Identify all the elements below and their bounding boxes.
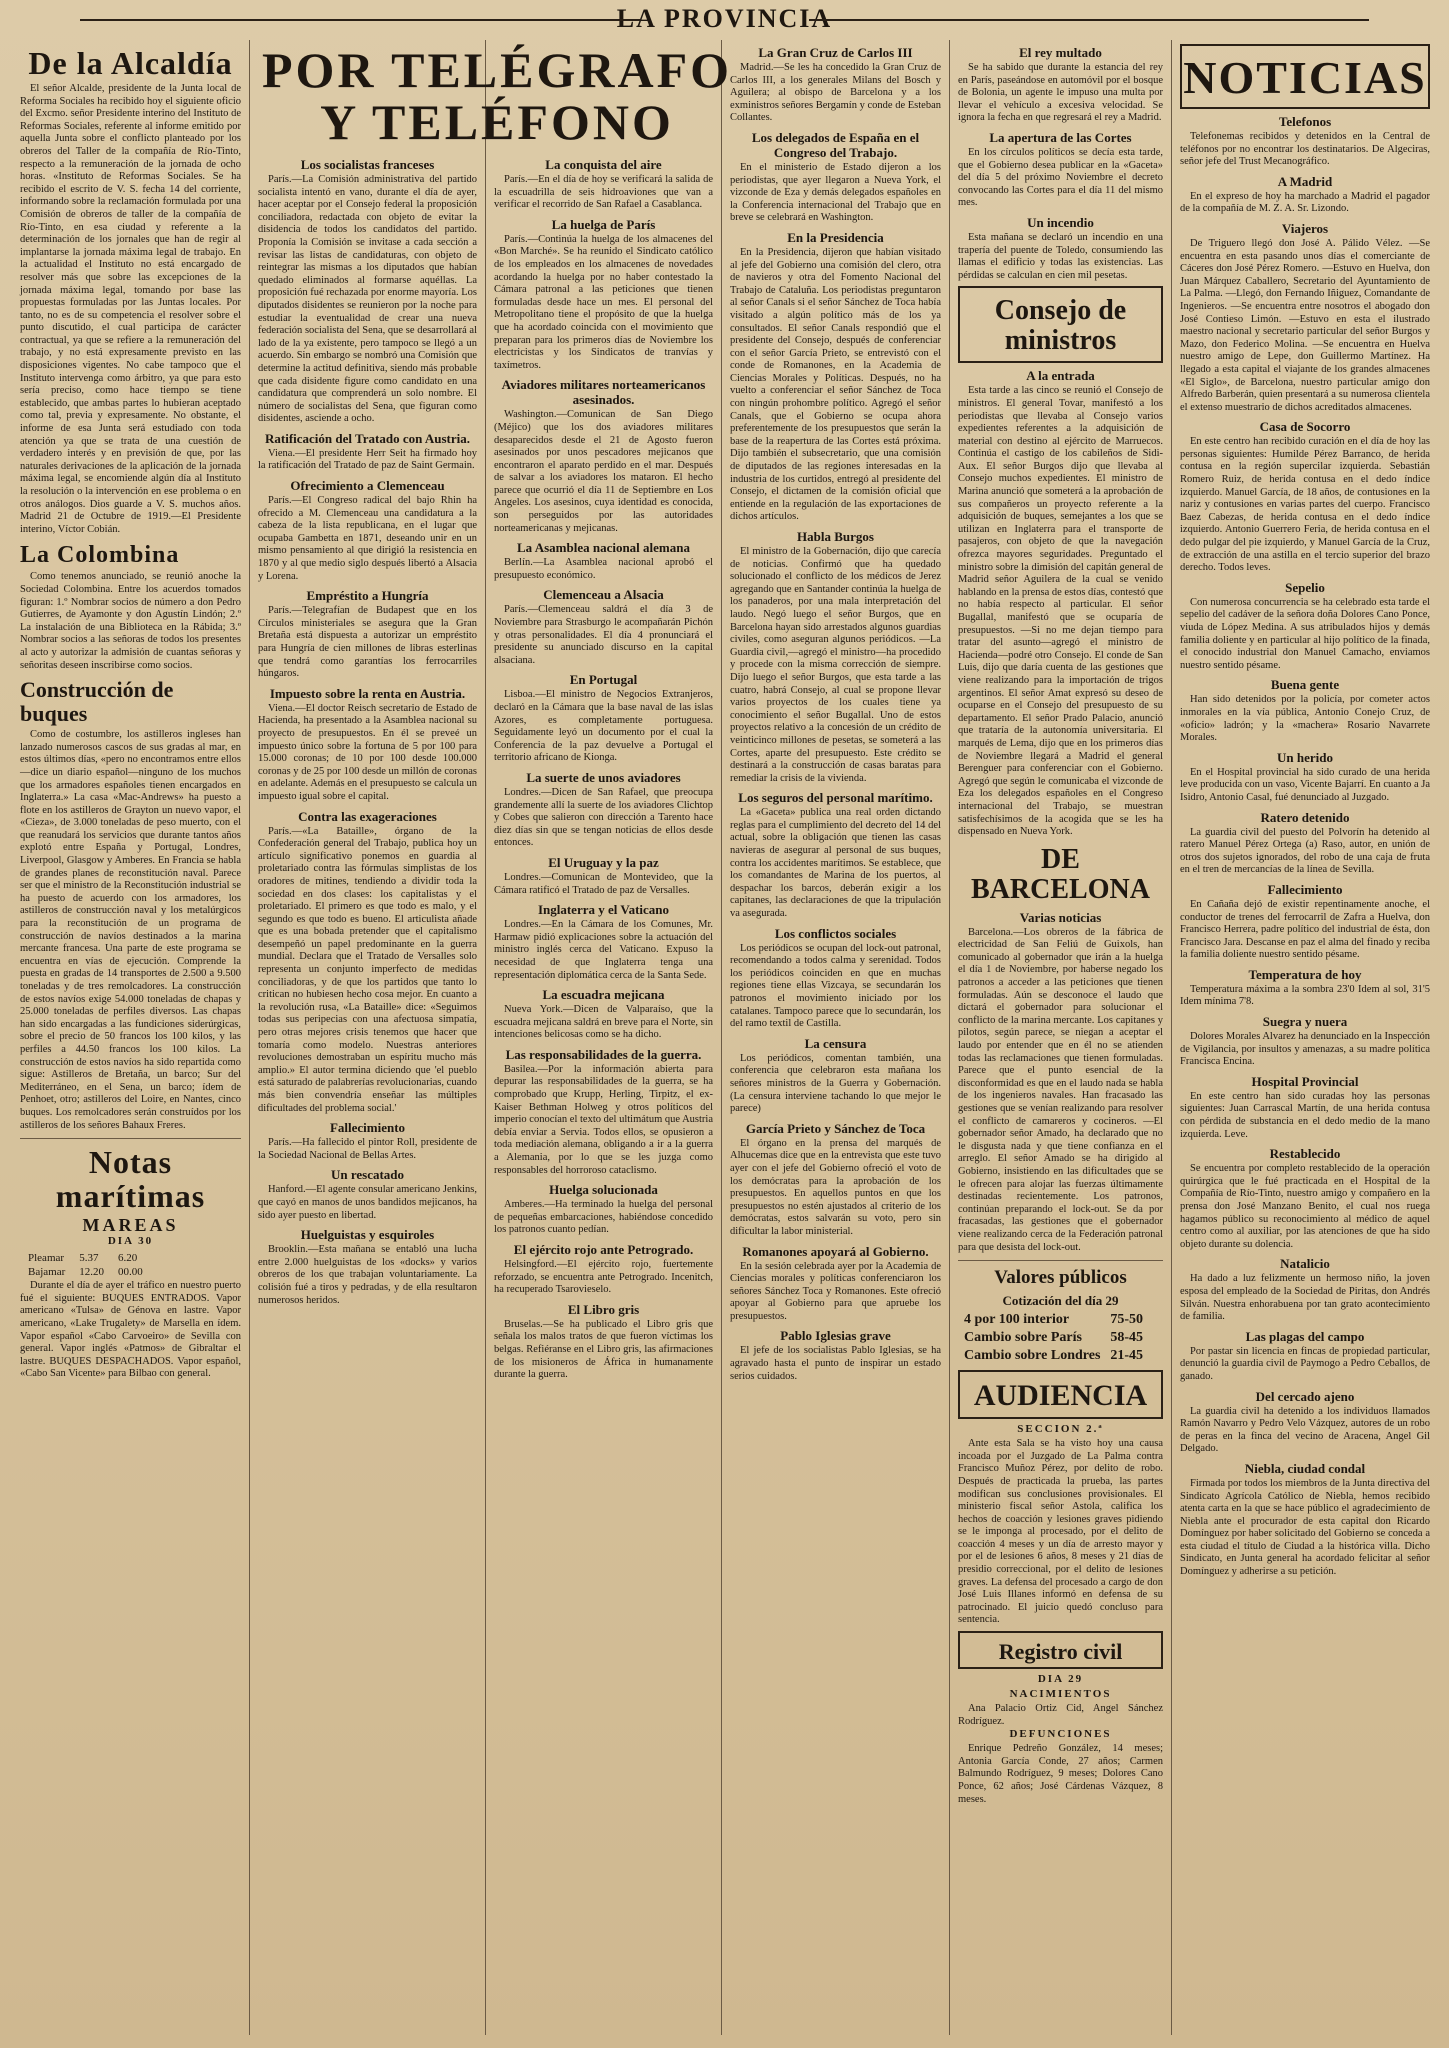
table-row bbox=[960, 1330, 1147, 1346]
article-text: En la Presidencia, dijeron que habían visitado al jefe del Gobierno una comisión del clero, otra de navieros y otra del Fomento Nacional del Trabajo de Cataluña. Los periodistas preguntaron al señor Canals si el señor Sánchez de Toca había visitado a algún político más de los ya consultados. El señor Canals respondió que el presidente del Consejo, después de conferenciar con el señor García Prieto, se entrevistó con el conde de Romanones, en la Academia de Ciencias Morales y Políticas. Después, no ha vuelto a conferenciar el señor Sánchez de Toca con ningún prohombre político. Agregó el señor Canals, que el Gobierno se ocupa ahora preferentemente de los presupuestos que serán la base de la reapertura de las Cortes está próxima. Dijo también el subsecretario, que una comisión de diputados de las regiones interesadas en la industria de los curtidos, entregó al presidente del Consejo, el dictamen de la comisión oficial que entiende en la regulación de las exportaciones de dichos artículos. bbox=[730, 246, 941, 523]
colombina-title: La Colombina bbox=[20, 542, 180, 569]
article-title: A Madrid bbox=[1277, 173, 1333, 189]
running-head: LA PROVINCIA bbox=[0, 4, 1449, 34]
valores-table bbox=[958, 1310, 1149, 1366]
registro-title: Registro civil bbox=[998, 1639, 1123, 1665]
registro-day: DIA 29 bbox=[1037, 1673, 1084, 1686]
telegrafo-headline bbox=[258, 44, 736, 148]
article-text: El jefe de los socialistas Pablo Iglesias, se ha agravado hasta el punto de inspirar un estado serios cuidados. bbox=[730, 1345, 941, 1382]
consejo-subtitle: A la entrada bbox=[1026, 368, 1095, 384]
article-text: Bruselas.—Se ha publicado el Libro gris que señala los malos tratos de que fueron víctimas los belgas. Refiéranse en el Libro gris, las afirmaciones de los misioneros de África in humanamente durante la guerra. bbox=[494, 1318, 713, 1381]
article-title: Sepelio bbox=[1285, 579, 1325, 595]
article-title: Los conflictos sociales bbox=[774, 925, 897, 941]
article-text: El ministro de la Gobernación, dijo que carecía de noticias. Confirmó que ha quedado solucionado el conflicto de los médicos de Jerez agregando que en Santander continúa la huelga de los panaderos, por una mala interpretación del laudo. Negó luego el señor Burgos, que en Barcelona hayan sido arrestados algunos guardias civiles, como aseguran algunos periódicos. —La Guardia civil,—agregó el ministro—ha procedido y procede con la misma corrección de siempre. Dijo luego el señor Burgos, que esta tarde a las cuatro, habrá Consejo, al cual se propone llevar varios proyectos de los cuales tiene ya conocimiento el señor Bugallal. Uno de estos proyectos relativo a la concesión de un crédito de veinticinco millones de pesetas, se someterá a las Cortes, aparte del presupuesto. Este crédito se destinará a la construcción de casas baratas para remediar la crisis de la vivienda. bbox=[730, 546, 941, 784]
article-text: De Triguero llegó don José A. Pálido Vélez. —Se encuentra en esta pasando unos días el comerciante de Cáceres don José Pérez Romero. —Estuvo en Huelva, don Juan Márquez Caballero, Secretario del Ayuntamiento de La Palma. —Llegó, don Fernando Iñiguez, Comandante de Ingenieros. —Se encuentra entre nosotros el abogado don José Contieso Limón. —Estuvo en esta el ilustrado maestro nacional y secretario particular del señor Burgos y Mazo, don Federico Molina. —Se encuentra en Huelva nuestro amigo de Lepe, don Guillermo Martínez. Ha llegado a esta capital el viajante de los grandes almacenes «El Siglo», de Barcelona, nuestro particular amigo don Alfredo Barberán, quien presentará a su numerosa clientela el extenso muestrario de dichos acreditados almacenes. bbox=[1180, 237, 1430, 413]
barcelona-title: DE BARCELONA bbox=[971, 843, 1150, 905]
article-text: La guardia civil ha detenido a los individuos llamados Ramón Navarro y Pedro Velo Vázquez, autores de un robo de peras en la finca del vecino de Aracena, Angel Gil Delgado. bbox=[1180, 1405, 1430, 1455]
article-title: El ejército rojo ante Petrogrado. bbox=[513, 1242, 694, 1257]
audiencia-text: Ante esta Sala se ha visto hoy una causa incoada por el Juzgado de La Palma contra Francisco Muñoz Pérez, por delito de robo. Después de practicada la prueba, las partes modifican sus conclusiones provisionales. El ministerio fiscal señor Astola, califica los hechos de coacción y lesiones graves pidiendo se le imponga al procesado, por el delito de coacción 4 meses y un día de arresto mayor y por el de lesiones 6 años, 8 meses y 21 días de presidio correccional, por el delito de lesiones graves. La defensa del procesado a cargo de don José Luis Illanes informó en defensa de su patrocinado. El juicio quedó concluso para sentencia. bbox=[958, 1438, 1163, 1626]
article-text: En este centro han sido curadas hoy las personas siguientes: Juan Carrascal Martín, de una herida contusa con pérdida de substancia en el dedo medio de la mano izquierda. Leve. bbox=[1180, 1090, 1430, 1140]
article-text: Telefonemas recibidos y detenidos en la Central de teléfonos por no encontrar los destinatarios. De Algeciras, señor jefe del Trust Mecanográfico. bbox=[1180, 131, 1430, 168]
column-5 bbox=[950, 40, 1172, 2035]
article-title: Pablo Iglesias grave bbox=[780, 1328, 891, 1344]
article-text: París.—Telegrafían de Budapest que en los Círculos ministeriales se asegura que la Gran Bretaña está dispuesta a autorizar un empréstito para Hungría de cien millones de libras esterlinas que tendrá como garantías los ferrocarriles húngaros. bbox=[258, 605, 477, 680]
article-text: Se encuentra por completo restablecido de la operación quirúrgica que le fué practicada en el Hospital de la Compañía de Río-Tinto, nuestro amigo y compañero en la prensa don José Manzano Benito, el cual nos ruega hagamos público su reconocimiento al médico de aquel centro como al auxiliar, por las atenciones de que ha sido objeto durante su dolencia. bbox=[1180, 1163, 1430, 1250]
article-title: La suerte de unos aviadores bbox=[526, 769, 681, 785]
maritimas-text: Durante el día de ayer el tráfico en nuestro puerto fué el siguiente: BUQUES ENTRADOS. Vapor americano «Tulsa» de Génova en lastre. Vapor americano, «Lake Trugalety» de Marsella en ídem. Vapor español «Cabo Carvoeiro» de Sevilla con general. Vapor inglés «Patmos» de Gibraltar el lastre. BUQUES DESPACHADOS. Vapor español, «Cabo San Vicente» para Bilbao con general. bbox=[20, 1280, 241, 1380]
valores-subtitle: Cotización del día 29 bbox=[1002, 1293, 1119, 1309]
tide-label: Pleamar bbox=[28, 1252, 65, 1265]
article-title: Clemenceau a Alsacia bbox=[543, 587, 664, 603]
article-title: Telefonos bbox=[1278, 114, 1332, 129]
article-text: Han sido detenidos por la policía, por cometer actos inmorales en la vía pública, Antonio Conejo Cruz, de «oficio» ladrón; y la «machera» Rosario Navarrete Morales. bbox=[1180, 694, 1430, 744]
column-2 bbox=[250, 40, 486, 2035]
article-title: Ofrecimiento a Clemenceau bbox=[290, 478, 445, 494]
table-row bbox=[960, 1348, 1147, 1364]
article-title: Fallecimiento bbox=[1267, 881, 1343, 897]
article-title: Natalicio bbox=[1280, 1256, 1330, 1272]
headline-line-2: Y TELÉFONO bbox=[320, 94, 674, 150]
article-text: Nueva York.—Dicen de Valparaíso, que la escuadra mejicana saldrá en breve para el Norte, sin intenciones belicosas como se ha dicho. bbox=[494, 1004, 713, 1041]
article-title: Viajeros bbox=[1281, 220, 1329, 236]
article-title: Temperatura de hoy bbox=[1248, 966, 1362, 982]
alcaldia-text: El señor Alcalde, presidente de la Junta local de Reforma Sociales ha recibido hoy el siguiente oficio del Excmo. señor Presidente interino del Instituto de Reformas Sociales, referente al informe emitido por aquella Junta sobre el conflicto planteado por los obreros del Taller de la compañía de Río-Tinto, respecto a la remuneración de la jornada de ocho horas. «Instituto de Reformas Sociales. Se ha recibido el escrito de V. S. fecha 14 del corriente, informando sobre la reclamación formulada por una Comisión de obreros de taller de la compañía de Río-Tinto, en esa ciudad y referente a la determinación de los jornales que han de regir al implantarse la jornada máxima legal de trabajo. En la actualidad el Instituto no está encargado de resolver más que sobre las excepciones de la jornada máxima legal, tomando por base las propuestas formuladas por las Juntas locales. Por tanto, no es de su competencia el resolver sobre el punto discutido, el cual participa de carácter contractual, ya que se refiere a la remuneración del trabajo, y no está expresamente previsto en las disposiciones vigentes. No cabe tampoco que el Instituto intervenga como árbitro, ya que para esto sería preciso, como hace tiempo se tiene establecido, que ambas partes lo hubieran aceptado como tal, previa y expresamente. No obstante, el informe de esa Junta será estudiado con toda atención ya que se trata de una cuestión de verdadero interés y en previsión de que, por las naturales derivaciones de la aplicación de la jornada máxima legal, se encomiende algún día al Instituto la resolución o la intervención en ese problema o en otros análogos. Dios guarde a V. S. muchos años. Madrid 21 de Octubre de 1919.—El Presidente interino, Víctor Cobián. bbox=[20, 83, 241, 535]
article-text: Londres.—Comunican de Montevideo, que la Cámara ratificó el Tratado de paz de Versalles. bbox=[494, 871, 713, 896]
article-text: Con numerosa concurrencia se ha celebrado esta tarde el sepelio del cadáver de la señora doña Dolores Cano Ponce, viuda de López Medina. A sus atribulados hijos y demás familia doliente y en particular al hijo político de la finada, el conocido industrial don Manuel Camacho, enviamos nuestro sentido pésame. bbox=[1180, 596, 1430, 671]
cortes-title: La apertura de las Cortes bbox=[989, 129, 1132, 145]
article-title: Contra las exageraciones bbox=[298, 808, 437, 824]
article-text: El órgano en la prensa del marqués de Alhucemas dice que en la entrevista que este tuvo ayer con el jefe del Gobierno ofreció el voto de los demócratas para la aprobación de los presupuestos. En aquellos puntos en que los presupuestos no estén ajustados al criterio de los demócratas, estos salvarán su voto, pero sin dificultar la labor ministerial. bbox=[730, 1137, 941, 1237]
article-title: En la Presidencia bbox=[787, 229, 884, 245]
incendio-text: Esta mañana se declaró un incendio en una trapería del puente de Toledo, consumiendo las llamas el edificio y todas las existencias. Las pérdidas se calculan en cien mil pesetas. bbox=[958, 231, 1163, 281]
article-text: Londres.—Dicen de San Rafael, que preocupa grandemente allí la suerte de los aviadores Clichtop y Cobes que salieron con dirección a Tarento hace diez días sin que se tengan noticias de ellos desde entonces. bbox=[494, 786, 713, 849]
tide-pm: 6.20 bbox=[118, 1252, 138, 1265]
article-text: En Cañaña dejó de existir repentinamente anoche, el conductor de trenes del ferrocarril de Zafra a Huelva, don Francisco Herrera, padre político del industrial de ésta, don Francisco Jara. Descanse en paz el alma del finado y reciba la familia doliente nuestro sentido pésame. bbox=[1180, 898, 1430, 961]
article-title: El Uruguay y la paz bbox=[548, 854, 659, 870]
barcelona-subtitle: Varias noticias bbox=[1019, 909, 1102, 925]
births-label: NACIMIENTOS bbox=[1009, 1688, 1112, 1701]
article-text: Por pastar sin licencia en fincas de propiedad particular, denunció la guardia civil de Paymogo a Pedro Ceballos, de ganado. bbox=[1180, 1345, 1430, 1382]
audiencia-banner bbox=[958, 1370, 1163, 1419]
tide-am: 12.20 bbox=[79, 1266, 105, 1279]
article-text: París.—«La Bataille», órgano de la Confederación general del Trabajo, publica hoy un artículo significativo ponemos en guardia al proletariado contra las fórmulas simplistas de los oradores de mitines, tendiendo a dividir toda la sociedad en dos clases: los capitalistas y el proletariado. El primero es que todo es malo, y el segundo es que todo es bueno. El articulista añade que es una bobada pretender que el capitalismo desempeñó un papel predominante en la guerra mundial. Declara que el Tratado de Versalles solo representa un conjunto imperfecto de medidas conciliadoras, y de que los partidos que tanto lo critican no hubiesen hecho cosa mejor. En cuanto a la revolución rusa, «La Bataille» dice: «Seguimos todas sus peripecias con una afectuosa simpatía, pero otras mejores crisis tenemos que hacer que tomaría como modelo. Nuestras anteriores revoluciones demostraban un espíritu mucho más amplio.» El autor termina diciendo que 'el pueblo está saturado de palabrerías revolucionarias, cuando más bien convendría enseñar las múltiples dificultades del problema social.' bbox=[258, 825, 477, 1114]
article-text: Ha dado a luz felizmente un hermoso niño, la joven esposa del empleado de la Sociedad de Piritas, don Andrés Silván. Nuestra enhorabuena por tan grato acontecimiento de familia. bbox=[1180, 1273, 1430, 1323]
births-text: Ana Palacio Ortiz Cid, Angel Sánchez Rodríguez. bbox=[958, 1703, 1163, 1727]
article-title: Los seguros del personal marítimo. bbox=[738, 790, 933, 806]
article-text: Firmada por todos los miembros de la Junta directiva del Sindicato Agrícola Católico de Niebla, hemos recibido atenta carta en la que se hace público el agradecimiento de Niebla ante el procurador de esta capital don Ricardo Domínguez por haber solicitado del Gobierno se conceda a esta ciudad el título de Ciudad a la histórica villa. Dicho Sindicato, en Junta general ha acordado felicitar al señor Domínguez y adherirse a su petición. bbox=[1180, 1477, 1430, 1578]
article-title: La huelga de París bbox=[551, 216, 656, 232]
noticias-banner bbox=[1180, 44, 1430, 109]
headline-line-1: POR TELÉGRAFO bbox=[261, 42, 733, 98]
article-title: Suegra y nuera bbox=[1262, 1014, 1348, 1030]
article-text: Los periódicos se ocupan del lock-out patronal, recomendando a todos calma y serenidad. Todos los periódicos coinciden en que en muchas regiones tiene ellas Vizcaya, se secundarán los patronos el movimiento iniciado por los catalanes. Tampoco parece que lo secundarán, los del ramo textil de Castilla. bbox=[730, 942, 941, 1030]
quote-value: 58-45 bbox=[1110, 1330, 1144, 1346]
article-title: El Libro gris bbox=[567, 1301, 640, 1317]
article-title: Casa de Socorro bbox=[1259, 419, 1351, 435]
article-text: Brooklin.—Esta mañana se entabló una lucha entre 2.000 huelguistas de los «docks» y varios obreros de los que trabajan voluntariamente. La colisión fué a tiros y pedradas, y de ella resultaron numerosos heridos. bbox=[258, 1244, 477, 1306]
article-text: Londres.—En la Cámara de los Comunes, Mr. Harmaw pidió explicaciones sobre la actuación del ministro inglés cerca del Vaticano. Expuso la necesidad de que Inglaterra tenga una representación diplomática cerca de la Santa Sede. bbox=[494, 919, 713, 981]
consejo-text: Esta tarde a las cinco se reunió el Consejo de ministros. El general Tovar, manifestó a los periodistas que llevaba al Consejo varios expedientes referentes a la adquisición de material con destino al ejército de Marruecos. Continúa el castigo de los cabileños de Sidi-Aux. El señor Burgos dijo que llevaba al Consejo muchos expedientes. El ministro de Marina anunció que someterá a la aprobación de sus compañeros un proyecto referente a la adquisición de buques, semejantes a los que se utilizan en Inglaterra para el transporte de pasajeros, con objeto de que la navegación ofrezca mayores seguridades. Preguntado el ministro sobre la dimisión del capitán general de Madrid señor Aguilera de la cual se venido hablando en la prensa de estos días, contestó que no había respecto al particular. El señor Bugallal, manifestó que se ocuparía de presupuestos. —Si no me dejan tiempo para tratar del asunto—agregó el ministro de Hacienda—podré otro Consejo. El conde de San Luis, dijo que daría cuenta de las gestiones que viene realizando para la importación de trigos argentinos. El señor Amat expresó su deseo de ocuparse en el Consejo del presupuesto de su departamento. El señor Prado Palacio, anunció que trataría de la autonomía universitaria. El marqués de Lema, dijo que en los primeros días de Noviembre llegará a Madrid el general Berenguer para conferenciar con el Gobierno. Agregó que según le comunicaba el vizconde de Eza los delegados españoles en el Congreso internacional del Trabajo, se muestran satisfechísimos de la acogida que se les ha dispensado en Nueva York. bbox=[958, 385, 1163, 838]
article-text: Hanford.—El agente consular americano Jenkins, que cayó en manos de unos bandidos mejicanos, ha sido ayer puesto en libertad. bbox=[258, 1184, 477, 1221]
article-title: Hospital Provincial bbox=[1251, 1073, 1359, 1089]
article-text: La guardia civil del puesto del Polvorín ha detenido al ratero Manuel Pérez Ortega (a) Raso, autor, en unión de otros dos sujetos ignorados, del robo de una caja de fruta en el tren de mercancías de la línea de Sevilla. bbox=[1180, 826, 1430, 876]
article-title: La escuadra mejicana bbox=[542, 987, 665, 1003]
barcelona-text: Barcelona.—Los obreros de la fábrica de electricidad de San Feliú de Guixols, han comunicado al gobernador que irán a la huelga el día 1 de Noviembre, por haberse negado los patronos a acceder a las peticiones que tienen formuladas. Aún se desconoce el laudo que dictará el gobernador para solucionar el conflicto de la marina mercante. Los capitanes y pilotos, según parece, se niegan a aceptar el laudo por entender que en él no se atienden todas las reclamaciones que tienen formuladas. Parece que el punto esencial de la disconformidad es que en el laudo nada se habla de los ingenieros navales. Han fracasado las gestiones que se venían realizando para resolver el conflicto de camareros y cocineros. —El gobernador señor Amado, ha declarado que no le disgusta nada y que tiene confianza en el arreglo. El señor Amado se ha dirigido al Gobierno, insistiendo en las dificultades que se le ofrecen para alojar las fuerzas últimamente destinadas recientemente. Los patronos, continúan preparando el lock-out. Se da por fracasadas, las gestiones que el gobernador viene realizando cerca de la Federación patronal para que desista del lock-out. bbox=[958, 926, 1163, 1253]
article-text: París.—Clemenceau saldrá el día 3 de Noviembre para Strasburgo le acompañarán Pichón y otras personalidades. El día 4 pronunciará el presidente su anunciado discurso en la capital alsaciana. bbox=[494, 604, 713, 666]
mareas-day: DIA 30 bbox=[107, 1235, 154, 1248]
article-title: La censura bbox=[804, 1035, 867, 1051]
article-title: Las plagas del campo bbox=[1245, 1328, 1365, 1344]
column-4 bbox=[722, 40, 950, 2035]
tide-pm: 00.00 bbox=[118, 1266, 143, 1279]
article-title: Habla Burgos bbox=[797, 529, 874, 544]
article-text: En el ministerio de Estado dijeron a los periodistas, que ayer llegaron a Nueva York, el vizconde de Eza y demás delegados españoles en la Conferencia internacional del Trabajo que en breve se celebrará en Washington. bbox=[730, 161, 941, 224]
quote-label: 4 por 100 interior bbox=[964, 1312, 1070, 1328]
article-title: Inglaterra y el Vaticano bbox=[537, 902, 670, 918]
article-title: Del cercado ajeno bbox=[1255, 1388, 1355, 1404]
article-title: Las responsabilidades de la guerra. bbox=[505, 1046, 702, 1062]
article-title: Un rescatado bbox=[330, 1167, 405, 1183]
audiencia-title: AUDIENCIA bbox=[973, 1379, 1148, 1413]
article-title: La conquista del aire bbox=[545, 157, 662, 172]
tide-am: 5.37 bbox=[79, 1252, 99, 1265]
article-text: En este centro han recibido curación en el día de hoy las personas siguientes: Humilde Pérez Barranco, de herida contusa en la región supercilar izquierda. Sebastián Romero Ruiz, de herida contusa en el dedo índice izquierdo. Manuel García, de 18 años, de contusiones en la nariz y contusiones en varias partes del cuerpo. Francisco Baez Cabezas, de herida contusa en el dedo índice izquierdo. Antonio Guerrero Feria, de herida contusa en el dedo pulgar del pie izquierdo, y Manuel García de la Cruz, de extracción de una astilla en el tercio superior del brazo derecho. Todos leves. bbox=[1180, 436, 1430, 574]
article-title: Los socialistas franceses bbox=[300, 157, 435, 172]
article-text: En la sesión celebrada ayer por la Academia de Ciencias morales y políticas conferenciaron los señores Sánchez Toca y Romanones. Este ofreció apoyar al Gobierno para que apruebe los presupuestos. bbox=[730, 1260, 941, 1322]
article-title: Huelguistas y esquiroles bbox=[300, 1227, 435, 1243]
article-title: Fallecimiento bbox=[329, 1120, 406, 1136]
col6-articles bbox=[1180, 114, 1430, 1579]
quote-value: 75-50 bbox=[1110, 1312, 1144, 1328]
article-title: La Asamblea nacional alemana bbox=[517, 540, 690, 556]
article-text: París.—En el día de hoy se verificará la salida de la escuadrilla de seis hidroaviones que van a verificar el recorrido de San Rafael a Casablanca. bbox=[494, 174, 713, 211]
article-title: Ratero detenido bbox=[1260, 809, 1350, 825]
article-text: París.—La Comisión administrativa del partido socialista intentó en vano, durante el día de ayer, hacer aceptar por el Consejo federal la proposición conciliadora, redactada con objeto de evitar la disidencia de todos los candidatos del partido. Proponía la Comisión se invitase a cada sección a revisar las listas de candidaturas, con objeto de reintegrar las mismas a los diputados que habían quedado eliminados al formarse aquéllas. La proposición fué rechazada por enorme mayoría. Los diputados disidentes se reunieron por la noche para estudiar la eventualidad de crear una nueva federación socialista del Sena, que se desarrollará al lado de la ya existente, pero tampoco se llegó a un acuerdo. Sin embargo se nombró una Comisión que determine la actitud definitiva, siendo más probable que cada disidente figure como candidato en una candidatura que comprenderá un solo nombre. El número de socialistas del Sena, que figuran como disidentes, asciende a ocho. bbox=[258, 174, 477, 425]
colombina-text: Como tenemos anunciado, se reunió anoche la Sociedad Colombina. Entre los acuerdos tomados figuran: 1.º Nombrar socios de número a don Pedro Gutierres, de Ayamonte y don Agustín Lindón; 2.º La instalación de una Biblioteca en la Rábida; 3.º Nombrar socios a las señoras de todos los presentes al acto y autorizar la admisión de cuantas señoras y señoritas deseen inscribirse como socios. bbox=[20, 571, 241, 671]
article-text: La «Gaceta» publica una real orden dictando reglas para el cumplimiento del decreto del 14 del actual, sobre la obligación que tienen las casas navieras de asegurar al personal de sus buques, contra los accidentes marítimos. Se establece, que los comandantes de Marina de los puertos, al despachar los barcos, deberán exigir a los capitanes, las declaraciones de que la tripulación va asegurada. bbox=[730, 807, 941, 920]
consejo-banner bbox=[958, 286, 1163, 363]
article-title: Empréstito a Hungría bbox=[306, 588, 429, 604]
article-title: Un herido bbox=[1277, 749, 1333, 765]
valores-title: Valores públicos bbox=[994, 1267, 1127, 1289]
article-text: Washington.—Comunican de San Diego (Méjico) que los dos aviadores militares desaparecidos desde el 21 de Agosto fueron asesinados por unos pescadores mejicanos que encontraron el aparato perdido en el mar. Después de salvar a los aviadores los mataron. El hecho parece que ocurrió el día 11 de Septiembre en Los Angeles. Los asesinos, cuya identidad es conocida, son perseguidos por las autoridades norteamericanas y mejicanas. bbox=[494, 409, 713, 534]
quote-value: 21-45 bbox=[1110, 1348, 1144, 1364]
article-text: Dolores Morales Alvarez ha denunciado en la Inspección de Vigilancia, por insultos y amenazas, a su madre política Francisca Encina. bbox=[1180, 1031, 1430, 1068]
article-title: Huelga solucionada bbox=[549, 1182, 658, 1198]
deaths-label: DEFUNCIONES bbox=[1009, 1728, 1112, 1741]
audiencia-subtitle: SECCION 2.ª bbox=[1017, 1423, 1104, 1436]
buques-title: Construcción de buques bbox=[20, 677, 174, 727]
tide-label: Bajamar bbox=[28, 1266, 66, 1279]
article-title: Ratificación del Tratado con Austria. bbox=[265, 430, 470, 446]
divider bbox=[20, 1138, 241, 1139]
multado-text: Se ha sabido que durante la estancia del rey en París, paseándose en automóvil por el bosque de Bolonia, un agente le impuso una multa por llevar el vehículo a excesiva velocidad. Se ignora la fecha en que regresará el rey a Madrid. bbox=[958, 62, 1163, 124]
col3-articles bbox=[494, 157, 713, 1382]
column-6 bbox=[1172, 40, 1438, 2035]
article-title: Romanones apoyará al Gobierno. bbox=[742, 1243, 929, 1259]
article-text: Berlín.—La Asamblea nacional aprobó el presupuesto económico. bbox=[494, 557, 713, 581]
col4-articles bbox=[730, 45, 941, 1383]
incendio-title: Un incendio bbox=[1027, 214, 1094, 230]
article-text: Madrid.—Se les ha concedido la Gran Cruz de Carlos III, a los generales Milans del Bosch y Aguilera; al obispo de Barcelona y a los exministros señores Bergamín y conde de Esteban Collantes. bbox=[730, 62, 941, 124]
consejo-title: Consejo de ministros bbox=[994, 295, 1127, 357]
buques-text: Como de costumbre, los astilleros ingleses han lanzado numerosos cascos de sus gradas al mar, en estos últimos días, «pero no encontramos entre ellos—dice un diario español—ninguno de los muchos que los armadores españoles tienen encargados en Inglaterra.» La casa «Mac-Andrews» ha puesto a flote en los astilleros de Grayton un nuevo vapor, el «Cieza», de 3.000 toneladas de peso muerto, con el que reanudará los servicios que durante tantos años explotó entre España y Portugal, Londres, Liverpool, Glasgow y Amberes. En Francia se habla de grandes planes de reconstitución naval. Parece ser que el ministro de la Reconstitución industrial se ha puesto de acuerdo con los armadores, los astilleros de construcción naval y los metalúrgicos para la reconstitución de un programa de construcción de navíos destinados a la marina mercante francesa. Una parte de este programa se encuentra en vías de ejecución. Comprende la puesta en gradas de 14 transportes de 2.500 a 9.500 toneladas y de tres remolcadores. La construcción de estos navíos exige 54.000 toneladas de chapas y 25.000 toneladas de perfiles diversos. Las chapas han sido encargadas a las fundiciones siderúrgicas, sobre el precio de 50 francos los 100 kilos, y las perfiles a 44.50 francos los 100 kilos. La construcción de estos navíos ha sido repartida como sigue: Astilleros de Bretaña, un barco; Sur del Mediterráneo, en el Sena, un barco; ídem de Penhoet, otro; astilleros del Loire, en Nantes, cinco buques. Los remolcadores serán construídos por los astilleros de los señores Bahaux Freres. bbox=[20, 729, 241, 1131]
article-title: Los delegados de España en el Congreso del Trabajo. bbox=[751, 129, 920, 160]
article-text: Basilea.—Por la información abierta para depurar las responsabilidades de la guerra, se ha comprobado que Krupp, Herling, Tirpitz, el ex-Kaiser Bethman Holweg y otros políticos del imperio conocían el texto del ultimátum que Austria debía enviar a Servia. Todos ellos, se opusieron a toda mediación alemana, obligando a ir a la guerra a Alemania, por lo que se les juzga como responsables del horroroso cataclismo. bbox=[494, 1063, 713, 1176]
article-title: En Portugal bbox=[569, 672, 638, 688]
article-title: Niebla, ciudad condal bbox=[1244, 1460, 1366, 1476]
mareas-subtitle: MAREAS bbox=[82, 1215, 179, 1236]
article-title: Buena gente bbox=[1270, 677, 1340, 693]
article-title: Aviadores militares norteamericanos asesinados. bbox=[501, 377, 706, 408]
maritimas-title: Notas marítimas bbox=[55, 1144, 206, 1215]
table-row bbox=[960, 1312, 1147, 1328]
table-row bbox=[22, 1266, 149, 1278]
article-title: Restablecido bbox=[1269, 1146, 1341, 1162]
article-text: París.—Ha fallecido el pintor Roll, presidente de la Sociedad Nacional de Bellas Artes. bbox=[258, 1137, 477, 1161]
tide-table bbox=[20, 1250, 151, 1280]
alcaldia-title: De la Alcaldía bbox=[28, 45, 233, 81]
article-text: París.—El Congreso radical del bajo Rhin ha ofrecido a M. Clemenceau una candidatura a la cabeza de la lista republicana, en el lugar que ocupaba Gambetta en 1871, deseando unir en un mismo pensamiento al que dirigió la resistencia en 1870 y al que medio siglo después libertó a Alsacia y Lorena. bbox=[258, 495, 477, 582]
table-row bbox=[22, 1252, 149, 1264]
article-text: París.—Continúa la huelga de los almacenes del «Bon Marché». Se ha reunido el Sindicato católico de los empleados en los almacenes de novedades acordando la huelga por no haber contestado la Cámara patronal a las peticiones que tienen formuladas desde hace un mes. El personal del Metropolitano tiene el propósito de que la huelga que ha acordado coincida con el movimiento que preparan para los primeros días de Noviembre los electricistas y los Sindicatos de tranvías y taxímetros. bbox=[494, 233, 713, 371]
article-text: En el expreso de hoy ha marchado a Madrid el pagador de la compañía de M. Z. A. Sr. Lizondo. bbox=[1180, 190, 1430, 215]
article-text: Lisboa.—El ministro de Negocios Extranjeros, declaró en la Cámara que la base naval de las islas Azores, es completamente portuguesa. Seguidamente leyó un documento por el cual la Conferencia de la paz devuelve a Portugal el territorio africano de Kionga. bbox=[494, 689, 713, 764]
article-text: Viena.—El doctor Reisch secretario de Estado de Hacienda, ha presentado a la Asamblea nacional su proyecto de presupuestos. En él se preveé un impuesto único sobre la fortuna de 5 por 100 para 15.000 coronas; de 10 por 100 desde 100.000 coronas y de 25 por 100 desde un millón de coronas en adelante. Además en el presupuesto se calcula un impuesto igual sobre el capital. bbox=[258, 702, 477, 802]
article-title: Impuesto sobre la renta en Austria. bbox=[269, 685, 466, 701]
column-3 bbox=[486, 40, 722, 2035]
article-text: En el Hospital provincial ha sido curado de una herida leve producida con un vaso, Vicente Bajarrí. En cuanto a Ja Isidro, Antonio Casal, fué denunciado al Juzgado. bbox=[1180, 766, 1430, 803]
quote-label: Cambio sobre Londres bbox=[964, 1348, 1101, 1364]
article-text: Los periódicos, comentan también, una conferencia que celebraron esta mañana los señores ministros de la Guerra y Gobernación. (La censura interviene tachando lo que mejor le parece) bbox=[730, 1052, 941, 1115]
article-text: Viena.—El presidente Herr Seit ha firmado hoy la ratificación del Tratado de paz de Saint Germain. bbox=[258, 447, 477, 472]
article-title: García Prieto y Sánchez de Toca bbox=[745, 1120, 926, 1136]
multado-title: El rey multado bbox=[1019, 45, 1102, 60]
column-1 bbox=[12, 40, 250, 2035]
article-text: Amberes.—Ha terminado la huelga del personal de pequeñas embarcaciones, habiéndose concedido los patronos cuanto pedían. bbox=[494, 1199, 713, 1236]
article-text: Helsingford.—El ejército rojo, fuertemente reforzado, se encuentra ante Petrogrado. Incenitch, ha recuperado Tsarovieselo. bbox=[494, 1259, 713, 1296]
noticias-title: NOTICIAS bbox=[1183, 52, 1427, 103]
registro-banner bbox=[958, 1631, 1163, 1669]
article-title: La Gran Cruz de Carlos III bbox=[758, 45, 913, 60]
quote-label: Cambio sobre París bbox=[964, 1330, 1082, 1346]
col2-articles bbox=[258, 157, 477, 1307]
deaths-text: Enrique Pedreño González, 14 meses; Antonia García Conde, 27 años; Carmen Balmundo Rodríguez, 9 meses; Dolores Cano Ponce, 62 años; José Cárdenas Vázquez, 8 meses. bbox=[958, 1743, 1163, 1805]
article-text: Temperatura máxima a la sombra 23'0 Idem al sol, 31'5 Idem mínima 7'8. bbox=[1180, 983, 1430, 1008]
divider bbox=[958, 1260, 1163, 1261]
cortes-text: En los círculos políticos se decía esta tarde, que el Gobierno desea publicar en la «Gaceta» del día 5 del próximo Noviembre el decreto convocando las Cortes para el día 11 del mismo mes. bbox=[958, 146, 1163, 209]
